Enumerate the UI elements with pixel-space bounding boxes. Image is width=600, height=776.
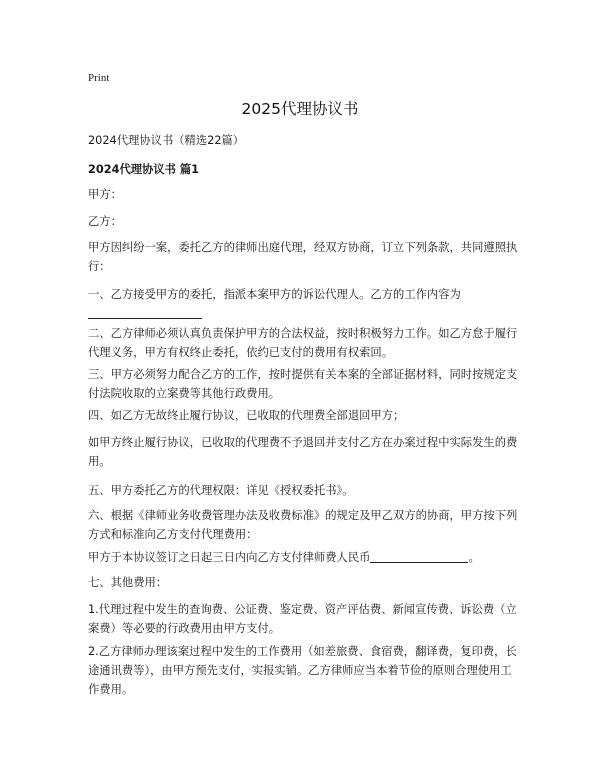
fee-text: 甲方于本协议签订之日起三日内向乙方支付律师费人民币 xyxy=(88,551,371,564)
document-title: 2025代理协议书 xyxy=(241,100,359,118)
fee-clause xyxy=(88,548,520,567)
section-heading: 2024代理协议书 篇1 xyxy=(88,163,200,176)
clause-1 xyxy=(88,285,520,323)
clause-5: 五、甲方委托乙方的代理权限：详见《授权委托书》。 xyxy=(88,484,354,497)
clause-2: 二、乙方律师必须认真负责保护甲方的合法权益，按时积极努力工作。如乙方怠于履行代理义务，甲方有权终止委托，依约已支付的费用有权索回。 xyxy=(88,327,518,359)
clause-3: 三、甲方必须努力配合乙方的工作，按时提供有关本案的全部证据材料，同时按规定支付法院收取的立案费等其他行政费用。 xyxy=(88,368,518,400)
clause-4: 四、如乙方无故终止履行协议，已收取的代理费全部退回甲方； xyxy=(88,409,405,422)
clause-7: 七、其他费用： xyxy=(88,576,168,589)
clause-1-text: 一、乙方接受甲方的委托，指派本案甲方的诉讼代理人。乙方的工作内容为 xyxy=(88,288,461,301)
intro-paragraph: 甲方因纠纷一案，委托乙方的律师出庭代理，经双方协商，订立下列条款，共同遵照执行： xyxy=(88,241,518,273)
other-fee-1: 1.代理过程中发生的查询费、公证费、鉴定费、资产评估费、新闻宣传费、诉讼费（立案费）等必要的行政费用由甲方支付。 xyxy=(88,603,517,635)
fee-amount-blank xyxy=(370,550,468,563)
print-label[interactable]: Print xyxy=(88,72,110,84)
clause-4-continued: 如甲方终止履行协议，已收取的代理费不予退回并支付乙方在办案过程中实际发生的费用。 xyxy=(88,436,518,468)
party-b-line: 乙方： xyxy=(88,215,122,228)
other-fee-2: 2.乙方律师办理该案过程中发生的工作费用（如差旅费、食宿费，翻译费，复印费，长途通讯费等），由甲方预先支付，实报实销。乙方律师应当本着节俭的原则合理使用工作费用。 xyxy=(88,645,517,696)
document-subtitle: 2024代理协议书（精选22篇） xyxy=(88,134,245,147)
fee-end: 。 xyxy=(468,551,480,564)
clause-6: 六、根据《律师业务收费管理办法及收费标准》的规定及甲乙双方的协商，甲方按下列方式和标准向乙方支付代理费用： xyxy=(88,509,518,541)
work-content-blank xyxy=(88,306,202,319)
party-a-line: 甲方： xyxy=(88,188,122,201)
